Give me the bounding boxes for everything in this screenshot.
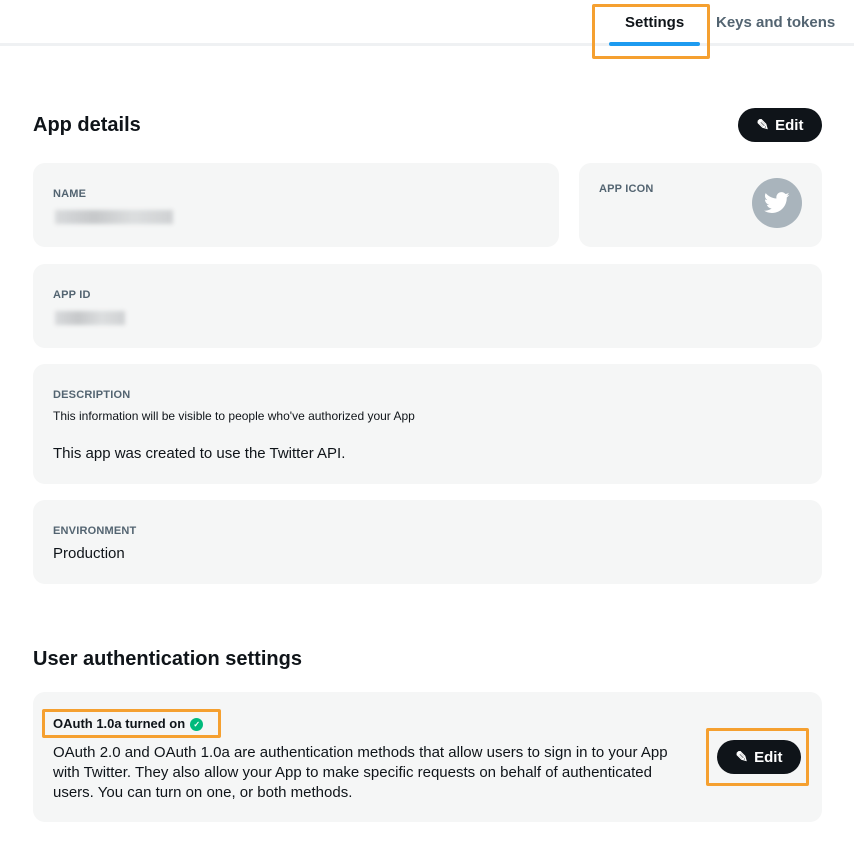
edit-label: Edit: [754, 748, 783, 766]
app-id-label: APP ID: [53, 289, 91, 301]
description-value: This app was created to use the Twitter API.: [53, 445, 346, 462]
highlight-box: [706, 728, 809, 786]
highlight-box: [42, 709, 221, 738]
highlight-box: [592, 4, 710, 59]
app-icon-label: APP ICON: [599, 183, 654, 195]
app-details-edit-button[interactable]: [738, 108, 822, 142]
app-id-value-redacted: [55, 311, 125, 325]
pencil-icon: ✎: [756, 117, 770, 134]
name-label: NAME: [53, 188, 87, 200]
name-value-redacted: [55, 210, 173, 224]
environment-value: Production: [53, 545, 125, 562]
edit-label: Edit: [775, 116, 804, 134]
twitter-bird-icon: [752, 178, 802, 228]
app-details-heading: App details: [33, 114, 141, 136]
name-card: [33, 163, 559, 247]
check-circle-icon: ✓: [190, 718, 203, 731]
user-auth-heading: User authentication settings: [33, 648, 302, 670]
pencil-icon: ✎: [735, 749, 749, 766]
description-hint: This information will be visible to people who've authorized your App: [53, 409, 415, 423]
user-auth-description: OAuth 2.0 and OAuth 1.0a are authentication methods that allow users to sign in to your App with Twitter. They also allow your App to make specific requests on behalf of authenticated users. You can turn on one, or both methods.: [53, 744, 668, 801]
app-id-card: [33, 264, 822, 348]
oauth-status-text: OAuth 1.0a turned on: [53, 716, 186, 731]
description-card: [33, 364, 822, 484]
description-label: DESCRIPTION: [53, 389, 131, 401]
tab-keys-and-tokens[interactable]: Keys and tokens: [716, 14, 836, 31]
tab-settings[interactable]: Settings: [625, 14, 685, 31]
environment-card: [33, 500, 822, 584]
environment-label: ENVIRONMENT: [53, 525, 137, 537]
